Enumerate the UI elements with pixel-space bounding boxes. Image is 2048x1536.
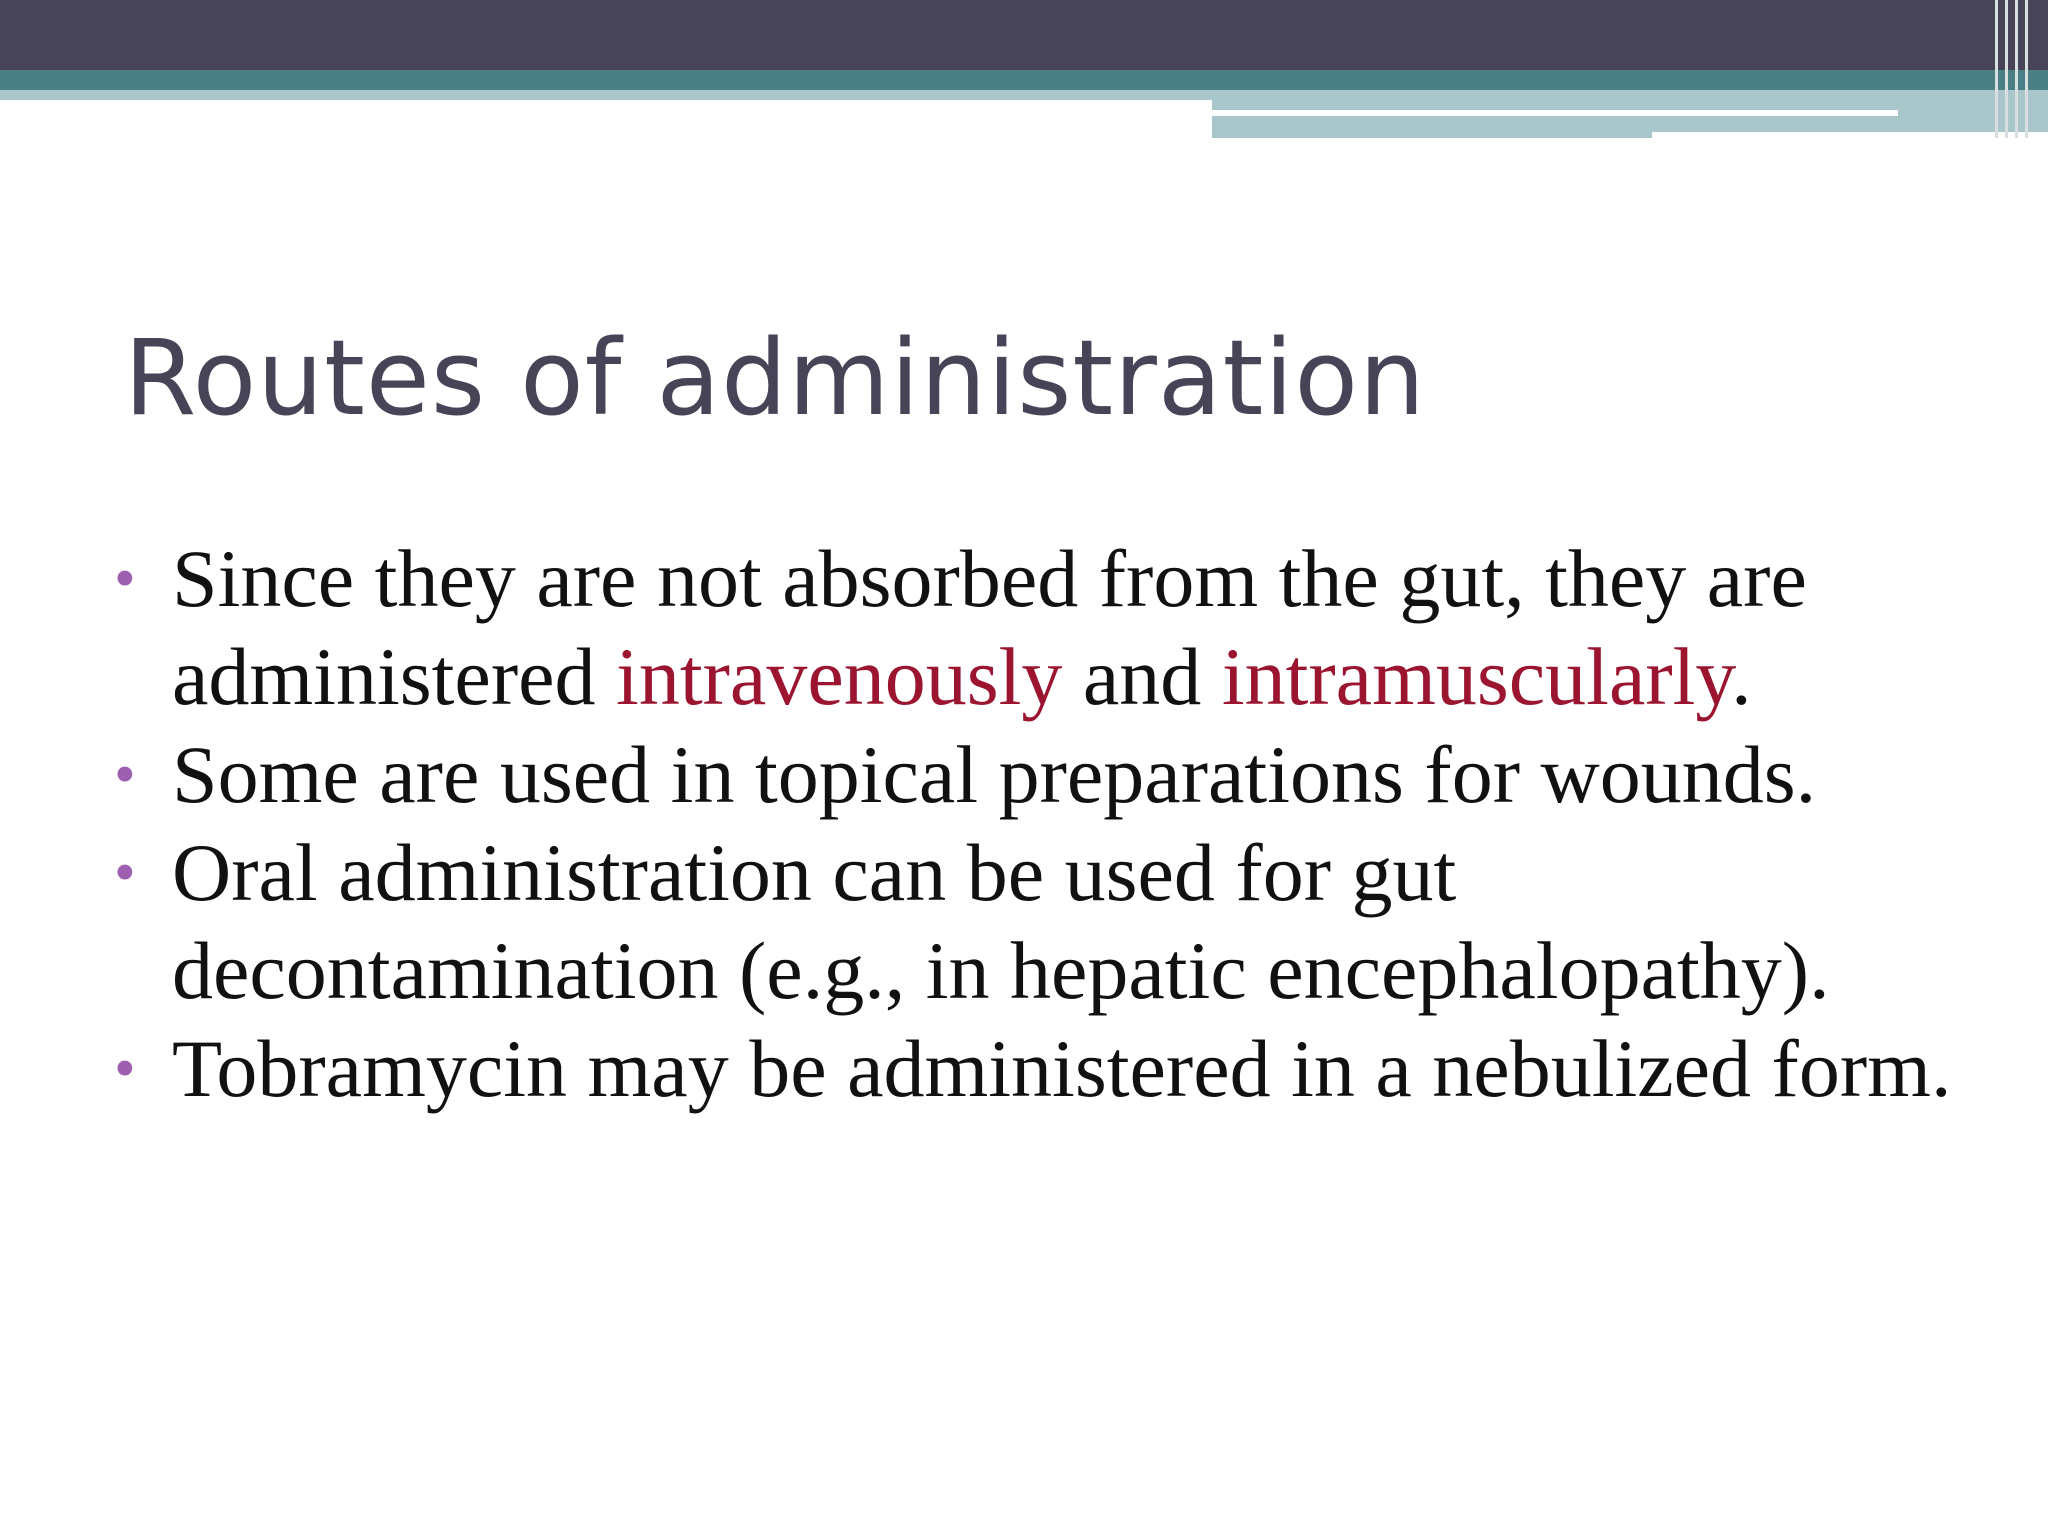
bullet-list bbox=[110, 530, 2010, 1118]
bullet-item-routes bbox=[110, 530, 2010, 726]
bullet-dot-icon: • bbox=[114, 741, 136, 809]
bullet-text: Tobramycin may be administered in a nebulized form. bbox=[172, 1023, 1952, 1114]
bullet-text: and bbox=[1062, 631, 1222, 722]
bullet-dot-icon: • bbox=[114, 545, 136, 613]
header-white-line bbox=[1212, 110, 1898, 116]
bullet-item-topical bbox=[110, 726, 2010, 824]
vertical-bar bbox=[1995, 0, 1998, 138]
slide-title: Routes of administration bbox=[124, 317, 1426, 439]
header-light-band bbox=[0, 90, 1212, 100]
highlight-intravenously: intravenously bbox=[616, 631, 1063, 722]
bullet-text: Some are used in topical preparations for wounds. bbox=[172, 729, 1817, 820]
bullet-item-oral bbox=[110, 824, 2010, 1020]
bullet-item-tobramycin bbox=[110, 1020, 2010, 1118]
bullet-text: Since they are not absorbed from the gut, they are administered bbox=[172, 533, 1807, 722]
vertical-bar bbox=[2015, 0, 2018, 138]
bullet-dot-icon: • bbox=[114, 1035, 136, 1103]
bullet-dot-icon: • bbox=[114, 839, 136, 907]
header-teal-band bbox=[0, 70, 2048, 90]
highlight-intramuscularly: intramuscularly bbox=[1221, 631, 1732, 722]
header-vertical-bars bbox=[1986, 0, 2048, 138]
bullet-text: . bbox=[1731, 631, 1752, 722]
vertical-bar bbox=[2005, 0, 2008, 138]
bullet-text: Oral administration can be used for gut decontamination (e.g., in hepatic encephalopathy). bbox=[172, 827, 1830, 1016]
vertical-bar bbox=[2025, 0, 2028, 138]
header-dark-band bbox=[0, 0, 2048, 70]
